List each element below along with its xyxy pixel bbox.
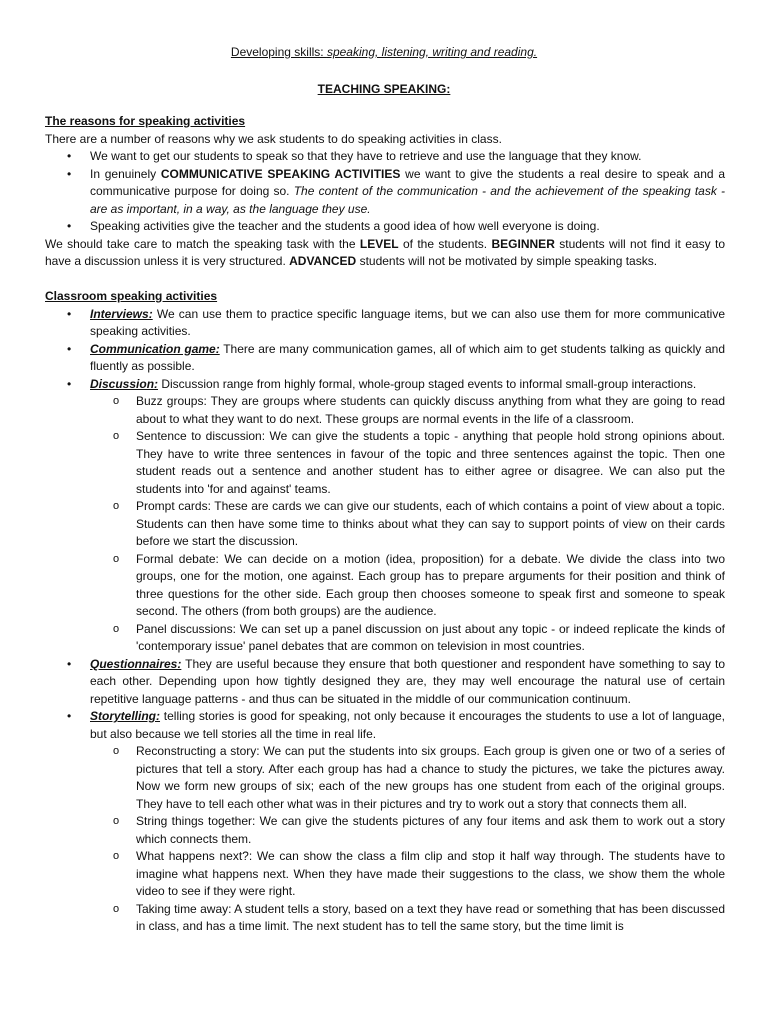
document-title: [0, 44, 768, 62]
activity-questionnaires: • Questionnaires: They are useful because they ensure that both questioner and respondent have something to say to each other. Depending upon how tightly designed they are, they may well encourage the natural use of certain repetitive language patterns - and thus can be situated in the middle of our communication continuum.: [45, 656, 725, 709]
discussion-item-sentence: o Sentence to discussion: We can give the students a topic - anything that people hold strong opinions about. They have to write three sentences in favour of the topic and three sentences against the topic. Then one student reads out a sentence and another student has to either agree or disagree. We can also put the students into 'for and against' teams.: [45, 428, 725, 498]
activity-discussion: • Discussion: Discussion range from highly formal, whole-group staged events to informal small-group interactions.: [45, 376, 725, 394]
activity-communication-game: • Communication game: There are many communication games, all of which aim to get students talking as quickly and fluently as possible.: [45, 341, 725, 376]
reasons-heading: The reasons for speaking activities: [45, 114, 246, 128]
discussion-item-prompt-cards: o Prompt cards: These are cards we can give our students, each of which contains a point of view about a topic. Students can then have some time to thinks about what they can say to support points of view on their cards before we start the discussion.: [45, 498, 725, 551]
document-body: [45, 113, 725, 936]
story-item-reconstructing: o Reconstructing a story: We can put the students into six groups. Each group is given one or two of a series of pictures that tell a story. After each group has had a chance to study the pictures, we take the pictures away. Now we form new groups of six; each of the new groups has one student from each of the original groups. They have to tell each other what was in their pictures and try to work out a story that connects them all.: [45, 743, 725, 813]
title-italic: speaking, listening, writing and reading.: [326, 45, 538, 59]
reason-item-communicative: • In genuinely COMMUNICATIVE SPEAKING ACTIVITIES we want to give the students a real desire to speak and a communicative purpose for doing so. The content of the communication - and the achievement of the speaking task - are as important, in a way, as the language they use.: [45, 166, 725, 219]
reasons-list: [45, 148, 725, 236]
reason-item-retrieve: • We want to get our students to speak so that they have to retrieve and use the language that they know.: [45, 148, 725, 166]
story-item-string-together: o String things together: We can give the students pictures of any four items and ask them to work out a story which connects them.: [45, 813, 725, 848]
reasons-intro: There are a number of reasons why we ask students to do speaking activities in class.: [45, 131, 502, 146]
discussion-item-formal-debate: o Formal debate: We can decide on a motion (idea, proposition) for a debate. We divide the class into two groups, one for the motion, one against. Each group has to prepare arguments for their position and think of three questions for the other side. Each group then chooses someone to speak first and someone to speak second. The others (from both groups) are the audience.: [45, 551, 725, 621]
classroom-heading: Classroom speaking activities: [45, 289, 218, 303]
classroom-list: [45, 306, 725, 936]
discussion-item-buzz-groups: o Buzz groups: They are groups where students can quickly discuss anything from what they are going to read about to what they want to do next. These groups are normal events in the life of a classroom.: [45, 393, 725, 428]
discussion-item-panel: o Panel discussions: We can set up a panel discussion on just about any topic - or indeed replicate the kinds of 'contemporary issue' panel debates that are common on television in most countries.: [45, 621, 725, 656]
spacer: [45, 271, 725, 289]
activity-interviews: • Interviews: We can use them to practice specific language items, but we can also use them for more communicative speaking activities.: [45, 306, 725, 341]
document-subtitle: TEACHING SPEAKING:: [317, 82, 451, 96]
story-item-what-happens-next: o What happens next?: We can show the class a film clip and stop it half way through. The students have to imagine what happens next. When they have made their suggestions to the class, we show them the whole video to see if they were right.: [45, 848, 725, 901]
reason-item-feedback: • Speaking activities give the teacher and the students a good idea of how well everyone is doing.: [45, 218, 725, 236]
activity-storytelling: • Storytelling: telling stories is good for speaking, not only because it encourages the students to use a lot of language, but also because we tell stories all the time in real life.: [45, 708, 725, 743]
story-item-taking-time-away: o Taking time away: A student tells a story, based on a text they have read or something that has been discussed in class, and has a time limit. The next student has to tell the same story, but the time limit is: [45, 901, 725, 936]
level-paragraph: We should take care to match the speaking task with the LEVEL of the students. BEGINNER students will not find it easy to have a discussion unless it is very structured. ADVANCED students will not be motivated by simple speaking tasks.: [45, 236, 725, 268]
title-main: Developing skills:: [230, 45, 327, 59]
